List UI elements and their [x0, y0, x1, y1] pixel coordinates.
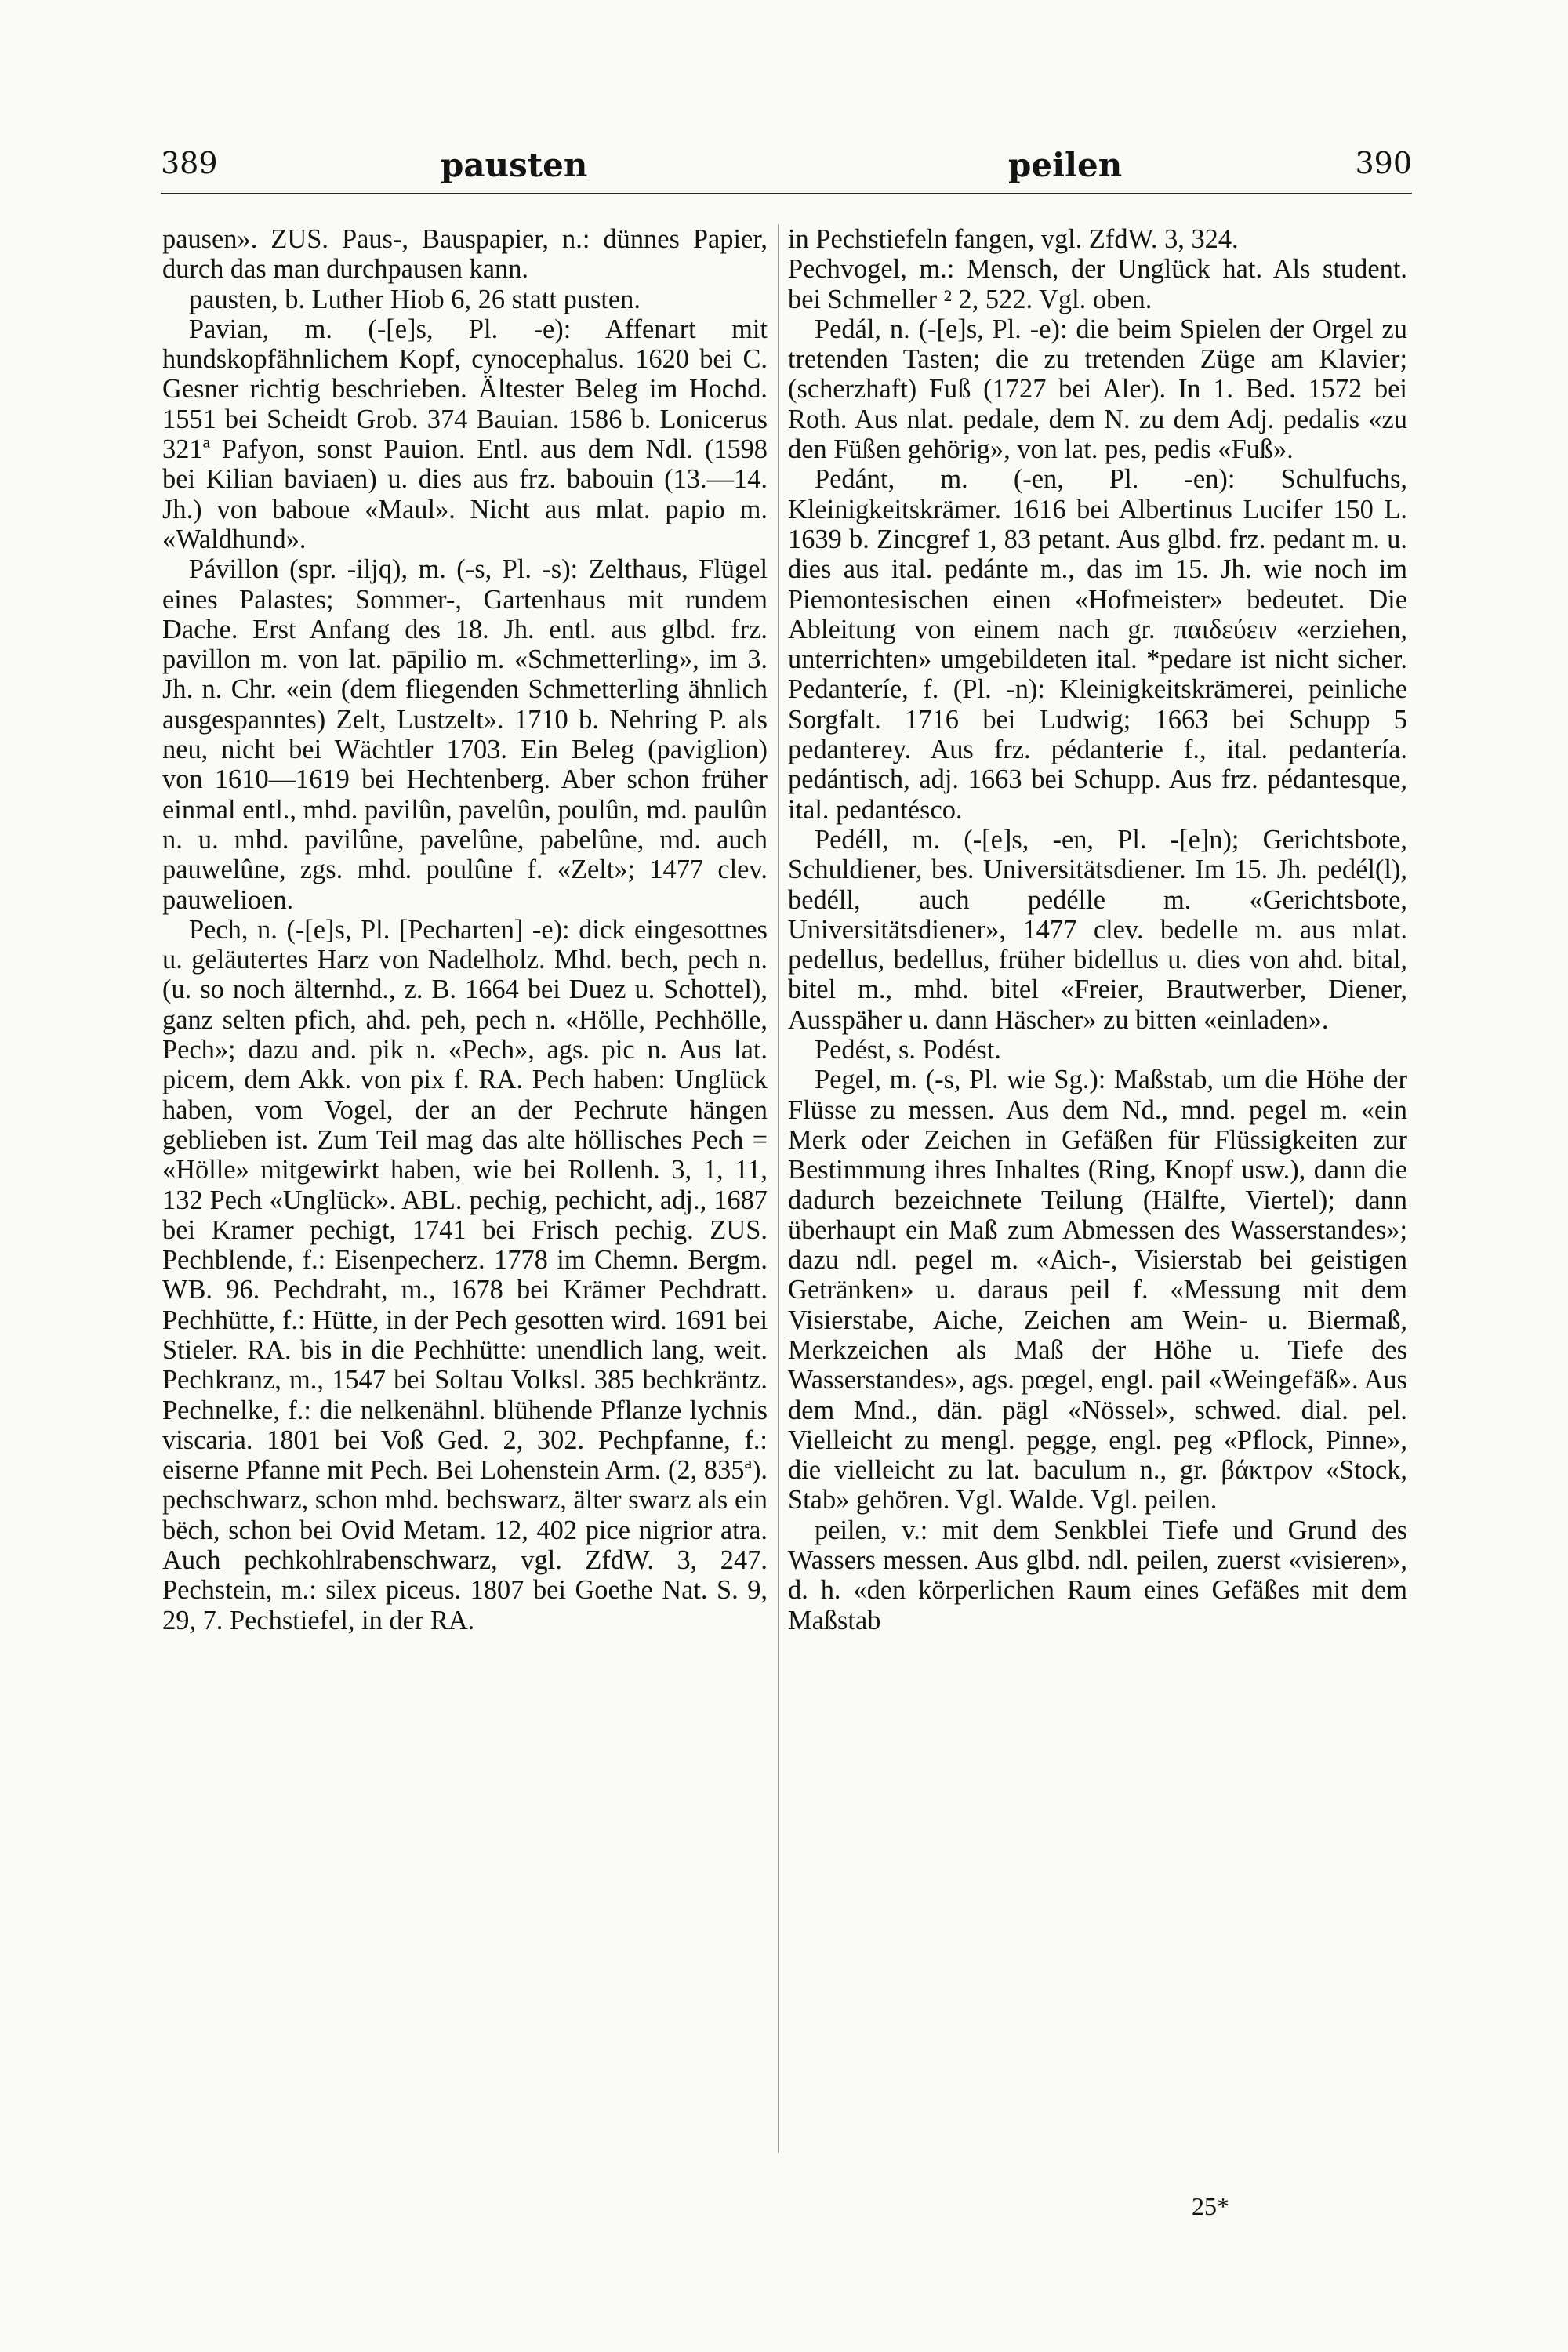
signature-mark: 25* — [1192, 2192, 1229, 2220]
column-divider — [778, 224, 779, 2153]
entry-paragraph: Pavian, m. (-[e]s, Pl. -e): Affenart mit hundskopfähnlichem Kopf, cynocephalus. 1620 bei C. Gesner richtig beschrieben. Ältester Beleg im Hochd. 1551 bei Scheidt Grob. 374 Bauian. 1586 b. Lonicerus 321ª Pafyon, sonst Pauion. Entl. aus dem Ndl. (1598 bei Kilian baviaen) u. dies aus frz. babouin (13.—14. Jh.) von baboue «Maul». Nicht aus mlat. papio m. «Waldhund». — [162, 314, 768, 554]
entry-paragraph: Pedál, n. (-[e]s, Pl. -e): die beim Spielen der Orgel zu tretenden Tasten; die zu tretenden Züge am Klavier; (scherzhaft) Fuß (1727 bei Aler). In 1. Bed. 1572 bei Roth. Aus nlat. pedale, dem N. zu dem Adj. pedalis «zu den Füßen gehörig», von lat. pes, pedis «Fuß». — [788, 314, 1407, 465]
left-column — [162, 224, 768, 1635]
entry-paragraph: pausten, b. Luther Hiob 6, 26 statt pusten. — [189, 284, 641, 314]
entry-paragraph: pausen». ZUS. Paus-, Bauspapier, n.: dünnes Papier, durch das man durchpausen kann. — [162, 224, 768, 285]
entry-paragraph: Pedést, s. Podést. — [815, 1035, 1001, 1065]
entry-paragraph: Pedánt, m. (-en, Pl. -en): Schulfuchs, Kleinigkeitskrämer. 1616 bei Albertinus Lucifer 150 L. 1639 b. Zincgref 1, 83 petant. Aus glbd. frz. pedant m. u. dies aus ital. pedánte m., das im 15. Jh. wie noch im Piemontesischen einen «Hofmeister» bedeutet. Die Ableitung von einem nach gr. παιδεύειν «erziehen, unterrichten» umgebildeten ital. *pedare ist nicht sicher. Pedanteríe, f. (Pl. -n): Kleinigkeitskrämerei, peinliche Sorgfalt. 1716 bei Ludwig; 1663 bei Schupp 5 pedanterey. Aus frz. pédanterie f., ital. pedantería. pedántisch, adj. 1663 bei Schupp. Aus frz. pédantesque, ital. pedantésco. — [788, 464, 1407, 825]
entry-paragraph: Pechvogel, m.: Mensch, der Unglück hat. Als student. bei Schmeller ² 2, 522. Vgl. oben. — [788, 254, 1407, 314]
entry-paragraph: Pávillon (spr. -iljq), m. (-s, Pl. -s): Zelthaus, Flügel eines Palastes; Sommer-, Gartenhaus mit rundem Dache. Erst Anfang des 18. Jh. entl. aus glbd. frz. pavillon m. von lat. pāpilio m. «Schmetterling», im 3. Jh. n. Chr. «ein (dem fliegenden Schmetterling ähnlich ausgespanntes) Zelt, Lustzelt». 1710 b. Nehring P. als neu, nicht bei Wächtler 1703. Ein Beleg (paviglion) von 1610—1619 bei Hechtenberg. Aber schon früher einmal entl., mhd. pavilûn, pavelûn, poulûn, md. paulûn n. u. mhd. pavilûne, pavelûne, pabelûne, md. auch pauwelûne, zgs. mhd. poulûne f. «Zelt»; 1477 clev. pauwelioen. — [162, 554, 768, 915]
entry-paragraph: in Pechstiefeln fangen, vgl. ZfdW. 3, 324. — [788, 224, 1239, 254]
entry-paragraph: Pegel, m. (-s, Pl. wie Sg.): Maßstab, um die Höhe der Flüsse zu messen. Aus dem Nd., mnd. pegel m. «ein Merk oder Zeichen in Gefäßen für Flüssigkeiten zur Bestimmung ihres Inhaltes (Ring, Knopf usw.), dann die dadurch bezeichnete Teilung (Hälfte, Viertel); dann überhaupt ein Maß zum Abmessen des Wasserstandes»; dazu ndl. pegel m. «Aich-, Visierstab bei geistigen Getränken» u. daraus peil f. «Messung mit dem Visierstabe, Aiche, Zeichen am Wein- u. Biermaß, Merkzeichen als Maß der Höhe u. Tiefe des Wasserstandes», ags. pœgel, engl. pail «Weingefäß». Aus dem Mnd., dän. pägl «Nössel», schwed. dial. pel. Vielleicht zu mengl. pegge, engl. peg «Pflock, Pinne», die vielleicht zu lat. baculum n., gr. βάκτρον «Stock, Stab» gehören. Vgl. Walde. Vgl. peilen. — [788, 1065, 1407, 1515]
running-headword-left: pausten — [441, 146, 588, 184]
entry-paragraph: peilen, v.: mit dem Senkblei Tiefe und Grund des Wassers messen. Aus glbd. ndl. peilen, zuerst «visieren», d. h. «den körperlichen Raum eines Gefäßes mit dem Maßstab — [788, 1515, 1407, 1635]
entry-paragraph: Pech, n. (-[e]s, Pl. [Pecharten] -e): dick eingesottnes u. geläutertes Harz von Nadelholz. Mhd. bech, pech n. (u. so noch älternhd., z. B. 1664 bei Duez u. Schottel), ganz selten pfich, ahd. peh, pech n. «Hölle, Pechhölle, Pech»; dazu and. pik n. «Pech», ags. pic n. Aus lat. picem, dem Akk. von pix f. RA. Pech haben: Unglück haben, vom Vogel, der an der Pechrute hängen geblieben ist. Zum Teil mag das alte höllisches Pech = «Hölle» mitgewirkt haben, wie bei Rollenh. 3, 1, 11, 132 Pech «Unglück». ABL. pechig, pechicht, adj., 1687 bei Kramer pechigt, 1741 bei Frisch pechig. ZUS. Pechblende, f.: Eisenpecherz. 1778 im Chemn. Bergm. WB. 96. Pechdraht, m., 1678 bei Krämer Pechdratt. Pechhütte, f.: Hütte, in der Pech gesotten wird. 1691 bei Stieler. RA. bis in die Pechhütte: unendlich lang, weit. Pechkranz, m., 1547 bei Soltau Volksl. 385 bechkräntz. Pechnelke, f.: die nelkenähnl. blühende Pflanze lychnis viscaria. 1801 bei Voß Ged. 2, 302. Pechpfanne, f.: eiserne Pfanne mit Pech. Bei Lohenstein Arm. (2, 835ª). pechschwarz, schon mhd. bechswarz, älter swarz als ein bëch, schon bei Ovid Metam. 12, 402 pice nigrior atra. Auch pechkohlrabenschwarz, vgl. ZfdW. 3, 247. Pechstein, m.: silex piceus. 1807 bei Goethe Nat. S. 9, 29, 7. Pechstiefel, in der RA. — [162, 914, 768, 1635]
page-number-left: 389 — [161, 146, 218, 180]
page-number-right: 390 — [1355, 146, 1412, 180]
running-header — [161, 146, 1412, 194]
right-column — [788, 224, 1407, 1635]
running-headword-right: peilen — [1008, 146, 1123, 184]
entry-paragraph: Pedéll, m. (-[e]s, -en, Pl. -[e]n); Gerichtsbote, Schuldiener, bes. Universitätsdiener. Im 15. Jh. pedél(l), bedéll, auch pedélle m. «Gerichtsbote, Universitätsdiener», 1477 clev. bedelle m. aus mlat. pedellus, bedellus, früher bidellus u. dies von ahd. bital, bitel m., mhd. bitel «Freier, Brautwerber, Diener, Ausspäher u. dann Häscher» zu bitten «einladen». — [788, 824, 1407, 1035]
